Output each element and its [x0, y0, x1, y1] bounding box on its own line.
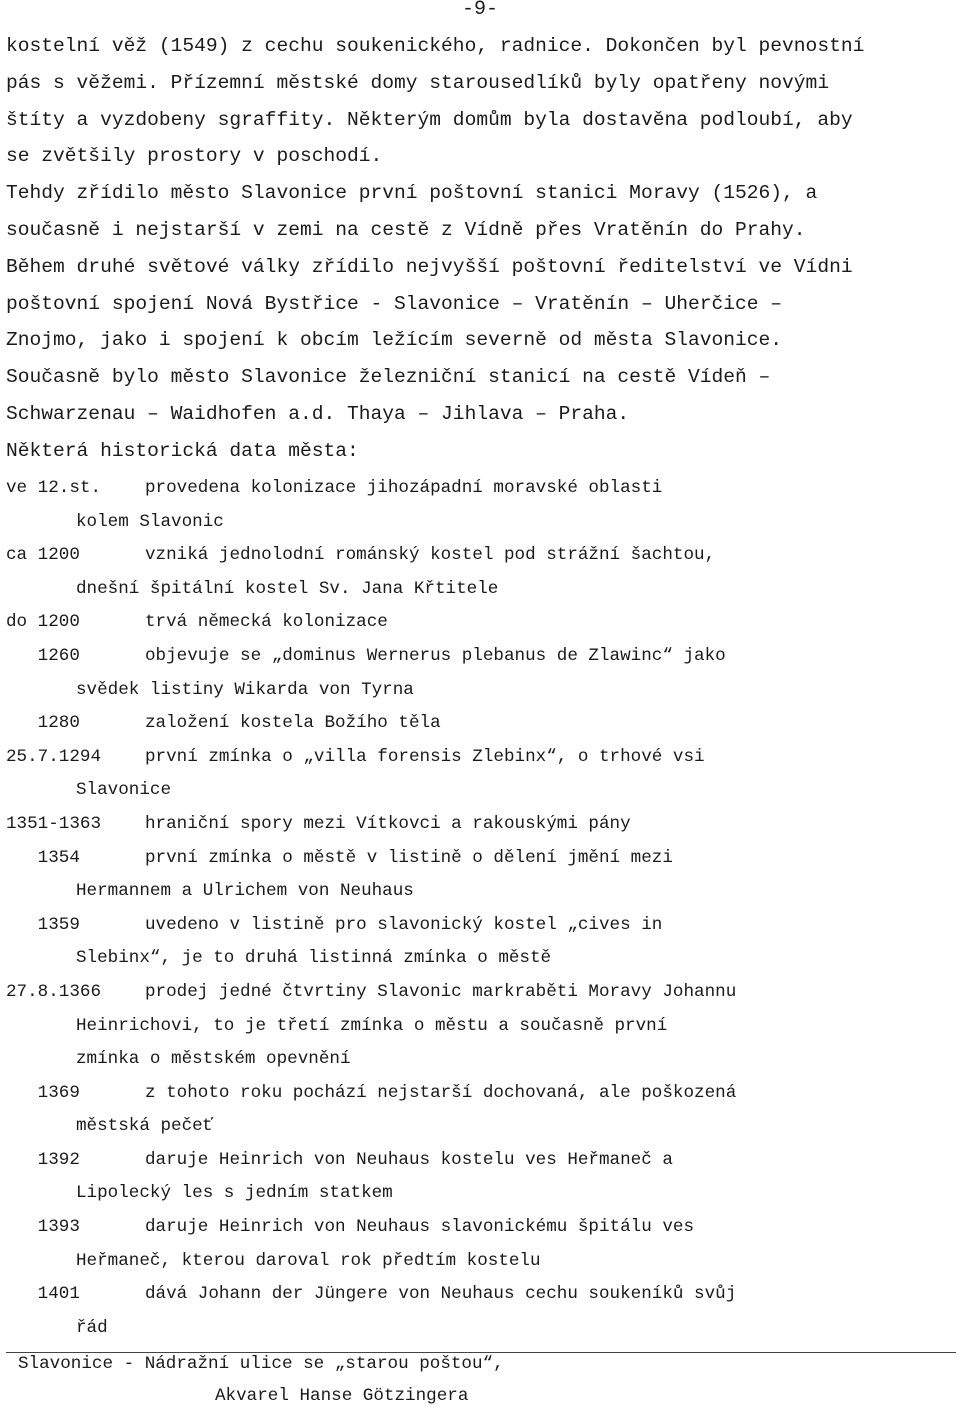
timeline-text-line: dává Johann der Jüngere von Neuhaus cechu soukeníků svůj: [145, 1284, 737, 1305]
text-line: Tehdy zřídilo město Slavonice první poštovní stanici Moravy (1526), a: [6, 182, 818, 205]
timeline-text-line: Hermannem a Ulrichem von Neuhaus: [76, 881, 414, 902]
timeline-year: 1401: [6, 1284, 80, 1305]
timeline-text: [76, 741, 845, 808]
timeline-text: [76, 1144, 845, 1211]
timeline-year: ca 1200: [6, 545, 80, 566]
timeline-text-line: daruje Heinrich von Neuhaus slavonickému špitálu ves: [145, 1217, 695, 1238]
timeline-year: ve 12.st.: [6, 478, 102, 498]
timeline-entry: [6, 640, 956, 707]
timeline-text-line: svědek listiny Wikarda von Tyrna: [76, 679, 414, 700]
text-line: poštovní spojení Nová Bystřice - Slavonice – Vratěnín – Uherčice –: [6, 292, 783, 315]
timeline-text-line: hraniční spory mezi Vítkovci a rakouskými pány: [145, 813, 631, 834]
caption-line-2: Akvarel Hanse Götzingera: [215, 1386, 469, 1406]
timeline-year: 1280: [6, 713, 80, 734]
timeline-entry: [6, 1211, 956, 1278]
timeline-year: 27.8.1366: [6, 981, 102, 1002]
timeline-text-line: z tohoto roku pochází nejstarší dochovaná, ale poškozená: [145, 1082, 737, 1103]
timeline-entry: [6, 539, 956, 606]
timeline-year: 1392: [6, 1149, 80, 1170]
timeline-year: 25.7.1294: [6, 746, 102, 767]
timeline-year: 1393: [6, 1217, 80, 1238]
timeline-entry: [6, 842, 956, 909]
timeline-text-line: založení kostela Božího těla: [145, 713, 441, 734]
timeline-text-line: trvá německá kolonizace: [145, 612, 388, 633]
text-line: se zvětšily prostory v poschodí.: [6, 145, 383, 168]
timeline-text: [76, 976, 845, 1077]
timeline-entry: [6, 741, 956, 808]
timeline-text-line: první zmínka o „villa forensis Zlebinx“, o trhové vsi: [145, 746, 705, 767]
timeline-text-line: vzniká jednolodní románský kostel pod strážní šachtou,: [145, 545, 716, 566]
timeline-entry: [6, 1077, 956, 1144]
text-line: kostelní věž (1549) z cechu soukenického, radnice. Dokončen byl pevnostní: [6, 35, 865, 57]
intro-text: [6, 28, 956, 470]
page-number: -9-: [462, 0, 499, 21]
timeline-text-line: prodej jedné čtvrtiny Slavonic markraběti Moravy Johannu: [145, 981, 737, 1002]
timeline-text-line: řád: [76, 1317, 108, 1338]
timeline-text-line: městská pečeť: [76, 1116, 214, 1137]
text-line: současně i nejstarší v zemi na cestě z Vídně přes Vratěnín do Prahy.: [6, 218, 806, 241]
timeline-text: [145, 808, 845, 842]
timeline-entry: [6, 707, 956, 741]
text-line: Během druhé světové války zřídilo nejvyšší poštovní ředitelství ve Vídni: [6, 255, 853, 278]
caption-line-1: Slavonice - Nádražní ulice se „starou poštou“,: [18, 1354, 504, 1374]
timeline-year: do 1200: [6, 612, 80, 633]
text-line: štíty a vyzdobeny sgraffity. Některým domům byla dostavěna podloubí, aby: [6, 108, 853, 131]
timeline-text-line: zmínka o městském opevnění: [76, 1049, 351, 1070]
timeline-entry: [6, 1278, 956, 1345]
timeline-year: 1369: [6, 1082, 80, 1103]
timeline: [6, 472, 956, 1345]
timeline-text: [76, 1077, 845, 1144]
timeline-text-line: provedena kolonizace jihozápadní moravské oblasti: [145, 478, 663, 498]
timeline-year: 1260: [6, 645, 80, 666]
timeline-text-line: Lipolecký les s jedním statkem: [76, 1183, 393, 1204]
timeline-text: [145, 707, 845, 741]
timeline-text: [76, 640, 845, 707]
timeline-text-line: Heřmaneč, kterou daroval rok předtím kostelu: [76, 1250, 541, 1271]
text-line: Současně bylo město Slavonice železniční stanicí na cestě Vídeň –: [6, 366, 771, 389]
timeline-text-line: Slebinx“, je to druhá listinná zmínka o městě: [76, 948, 552, 969]
timeline-text: [76, 1211, 845, 1278]
text-line: Znojmo, jako i spojení k obcím ležícím severně od města Slavonice.: [6, 329, 783, 352]
timeline-text: [76, 909, 845, 976]
timeline-entry: [6, 1144, 956, 1211]
timeline-text: [145, 606, 845, 640]
timeline-entry: [6, 472, 956, 539]
timeline-text-line: Heinrichovi, to je třetí zmínka o městu a současně první: [76, 1015, 668, 1036]
timeline-text-line: dnešní špitální kostel Sv. Jana Křtitele: [76, 578, 499, 599]
timeline-year: 1351-1363: [6, 813, 102, 834]
timeline-text-line: daruje Heinrich von Neuhaus kostelu ves Heřmaneč a: [145, 1149, 673, 1170]
timeline-text-line: uvedeno v listině pro slavonický kostel „cives in: [145, 914, 663, 935]
caption-divider: [6, 1352, 956, 1353]
timeline-text: [76, 842, 845, 909]
timeline-entry: [6, 909, 956, 976]
timeline-entry: [6, 976, 956, 1077]
text-line: Schwarzenau – Waidhofen a.d. Thaya – Jihlava – Praha.: [6, 402, 630, 425]
section-heading: Některá historická data města:: [6, 439, 359, 462]
timeline-text: [76, 539, 845, 606]
text-line: pás s věžemi. Přízemní městské domy starousedlíků byly opatřeny novými: [6, 71, 830, 94]
timeline-year: 1359: [6, 914, 80, 935]
timeline-text: [76, 1278, 845, 1345]
timeline-text-line: objevuje se „dominus Wernerus plebanus de Zlawinc“ jako: [145, 645, 726, 666]
timeline-text-line: Slavonice: [76, 780, 172, 801]
timeline-text-line: kolem Slavonic: [76, 511, 224, 532]
timeline-text-line: první zmínka o městě v listině o dělení jmění mezi: [145, 847, 673, 868]
timeline-entry: [6, 808, 956, 842]
timeline-year: 1354: [6, 847, 80, 868]
timeline-entry: [6, 606, 956, 640]
timeline-text: [76, 472, 845, 539]
